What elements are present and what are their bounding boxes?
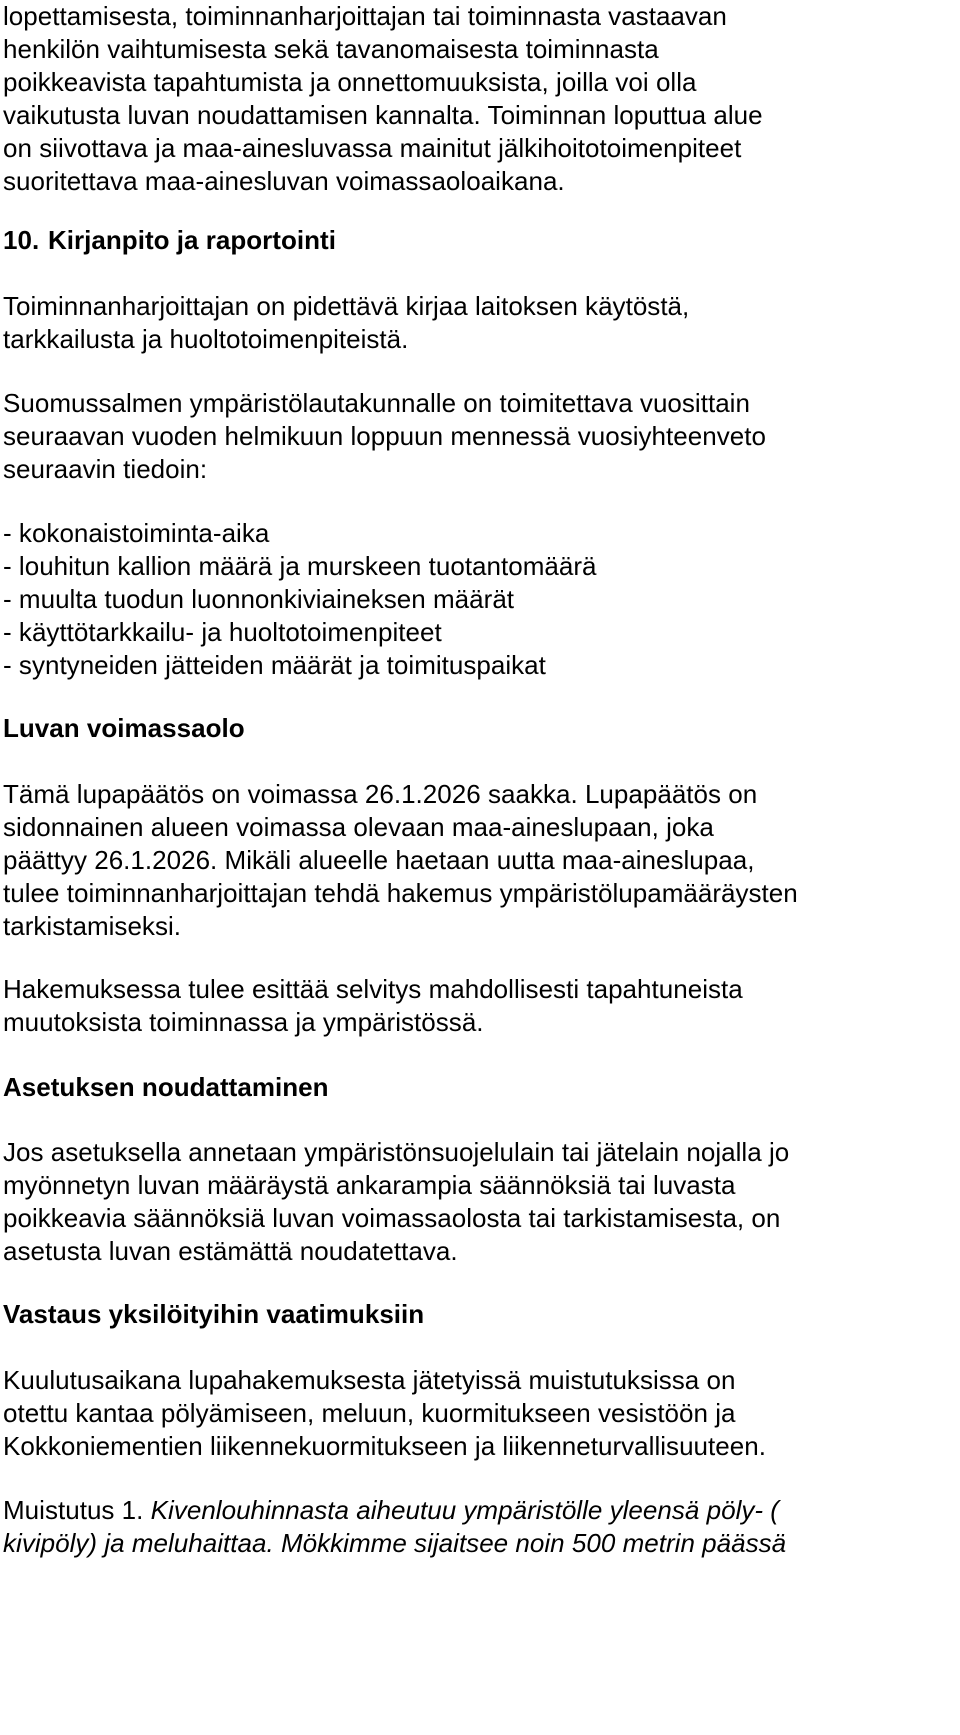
- paragraph-line: myönnetyn luvan määräystä ankarampia säännöksiä tai luvasta: [3, 1170, 736, 1200]
- paragraph-line: sidonnainen alueen voimassa olevaan maa-aineslupaan, joka: [3, 812, 714, 842]
- validity-paragraph-1: [3, 778, 798, 943]
- paragraph-line: Kuulutusaikana lupahakemuksesta jätetyissä muistutuksissa on: [3, 1365, 736, 1395]
- paragraph-line: tarkistamiseksi.: [3, 911, 182, 941]
- paragraph-line: päättyy 26.1.2026. Mikäli alueelle haetaan uutta maa-aineslupaa,: [3, 845, 755, 875]
- paragraph-line: Hakemuksessa tulee esittää selvitys mahdollisesti tapahtuneista: [3, 974, 743, 1004]
- paragraph-line: Tämä lupapäätös on voimassa 26.1.2026 saakka. Lupapäätös on: [3, 779, 758, 809]
- paragraph-line: tarkkailusta ja huoltotoimenpiteistä.: [3, 324, 409, 354]
- list-item: - louhitun kallion määrä ja murskeen tuotantomäärä: [3, 551, 597, 581]
- response-heading: Vastaus yksilöityihin vaatimuksiin: [3, 1299, 425, 1329]
- reminder-label: Muistutus 1.: [3, 1495, 151, 1525]
- compliance-paragraph: [3, 1136, 789, 1268]
- intro-line: vaikutusta luvan noudattamisen kannalta. Toiminnan loputtua alue: [3, 100, 763, 130]
- section-title: Kirjanpito ja raportointi: [48, 225, 336, 255]
- validity-paragraph-2: [3, 973, 743, 1039]
- list-item: - käyttötarkkailu- ja huoltotoimenpiteet: [3, 617, 442, 647]
- validity-heading: Luvan voimassaolo: [3, 713, 245, 743]
- paragraph-line: Suomussalmen ympäristölautakunnalle on toimitettava vuosittain: [3, 388, 750, 418]
- reminder-text: Kivenlouhinnasta aiheutuu ympäristölle yleensä pöly- (: [150, 1495, 779, 1525]
- paragraph-line: tulee toiminnanharjoittajan tehdä hakemus ympäristölupamääräysten: [3, 878, 798, 908]
- paragraph-line: Jos asetuksella annetaan ympäristönsuojelulain tai jätelain nojalla jo: [3, 1137, 790, 1167]
- intro-line: henkilön vaihtumisesta sekä tavanomaisesta toiminnasta: [3, 34, 659, 64]
- paragraph-line: otettu kantaa pölyämiseen, meluun, kuormitukseen vesistöön ja: [3, 1398, 736, 1428]
- list-item: - kokonaistoiminta-aika: [3, 518, 270, 548]
- paragraph-line: muutoksista toiminnassa ja ympäristössä.: [3, 1007, 484, 1037]
- paragraph-line: seuraavan vuoden helmikuun loppuun mennessä vuosiyhteenveto: [3, 421, 766, 451]
- intro-line: poikkeavista tapahtumista ja onnettomuuksista, joilla voi olla: [3, 67, 697, 97]
- paragraph-line: poikkeavia säännöksiä luvan voimassaolosta tai tarkistamisesta, on: [3, 1203, 781, 1233]
- section-number: 10.: [3, 225, 40, 255]
- reminder-text: kivipöly) ja meluhaittaa. Mökkimme sijaitsee noin 500 metrin päässä: [3, 1528, 787, 1558]
- paragraph-line: asetusta luvan estämättä noudatettava.: [3, 1236, 458, 1266]
- response-paragraph: [3, 1364, 766, 1463]
- paragraph-line: seuraavin tiedoin:: [3, 454, 208, 484]
- intro-line: suoritettava maa-ainesluvan voimassaoloaikana.: [3, 166, 565, 196]
- section-10-heading: [3, 224, 336, 257]
- paragraph-line: Toiminnanharjoittajan on pidettävä kirjaa laitoksen käytöstä,: [3, 291, 690, 321]
- intro-line: lopettamisesta, toiminnanharjoittajan tai toiminnasta vastaavan: [3, 1, 727, 31]
- intro-line: on siivottava ja maa-ainesluvassa mainitut jälkihoitotoimenpiteet: [3, 133, 742, 163]
- section-10-paragraph-1: [3, 290, 689, 356]
- reminder-paragraph: [3, 1494, 786, 1560]
- list-item: - syntyneiden jätteiden määrät ja toimituspaikat: [3, 650, 546, 680]
- paragraph-line: Kokkoniementien liikennekuormitukseen ja liikenneturvallisuuteen.: [3, 1431, 766, 1461]
- compliance-heading: Asetuksen noudattaminen: [3, 1072, 329, 1102]
- report-items-list: [3, 517, 597, 682]
- list-item: - muulta tuodun luonnonkiviaineksen määrät: [3, 584, 515, 614]
- section-10-paragraph-2: [3, 387, 766, 486]
- intro-paragraph: [3, 0, 763, 198]
